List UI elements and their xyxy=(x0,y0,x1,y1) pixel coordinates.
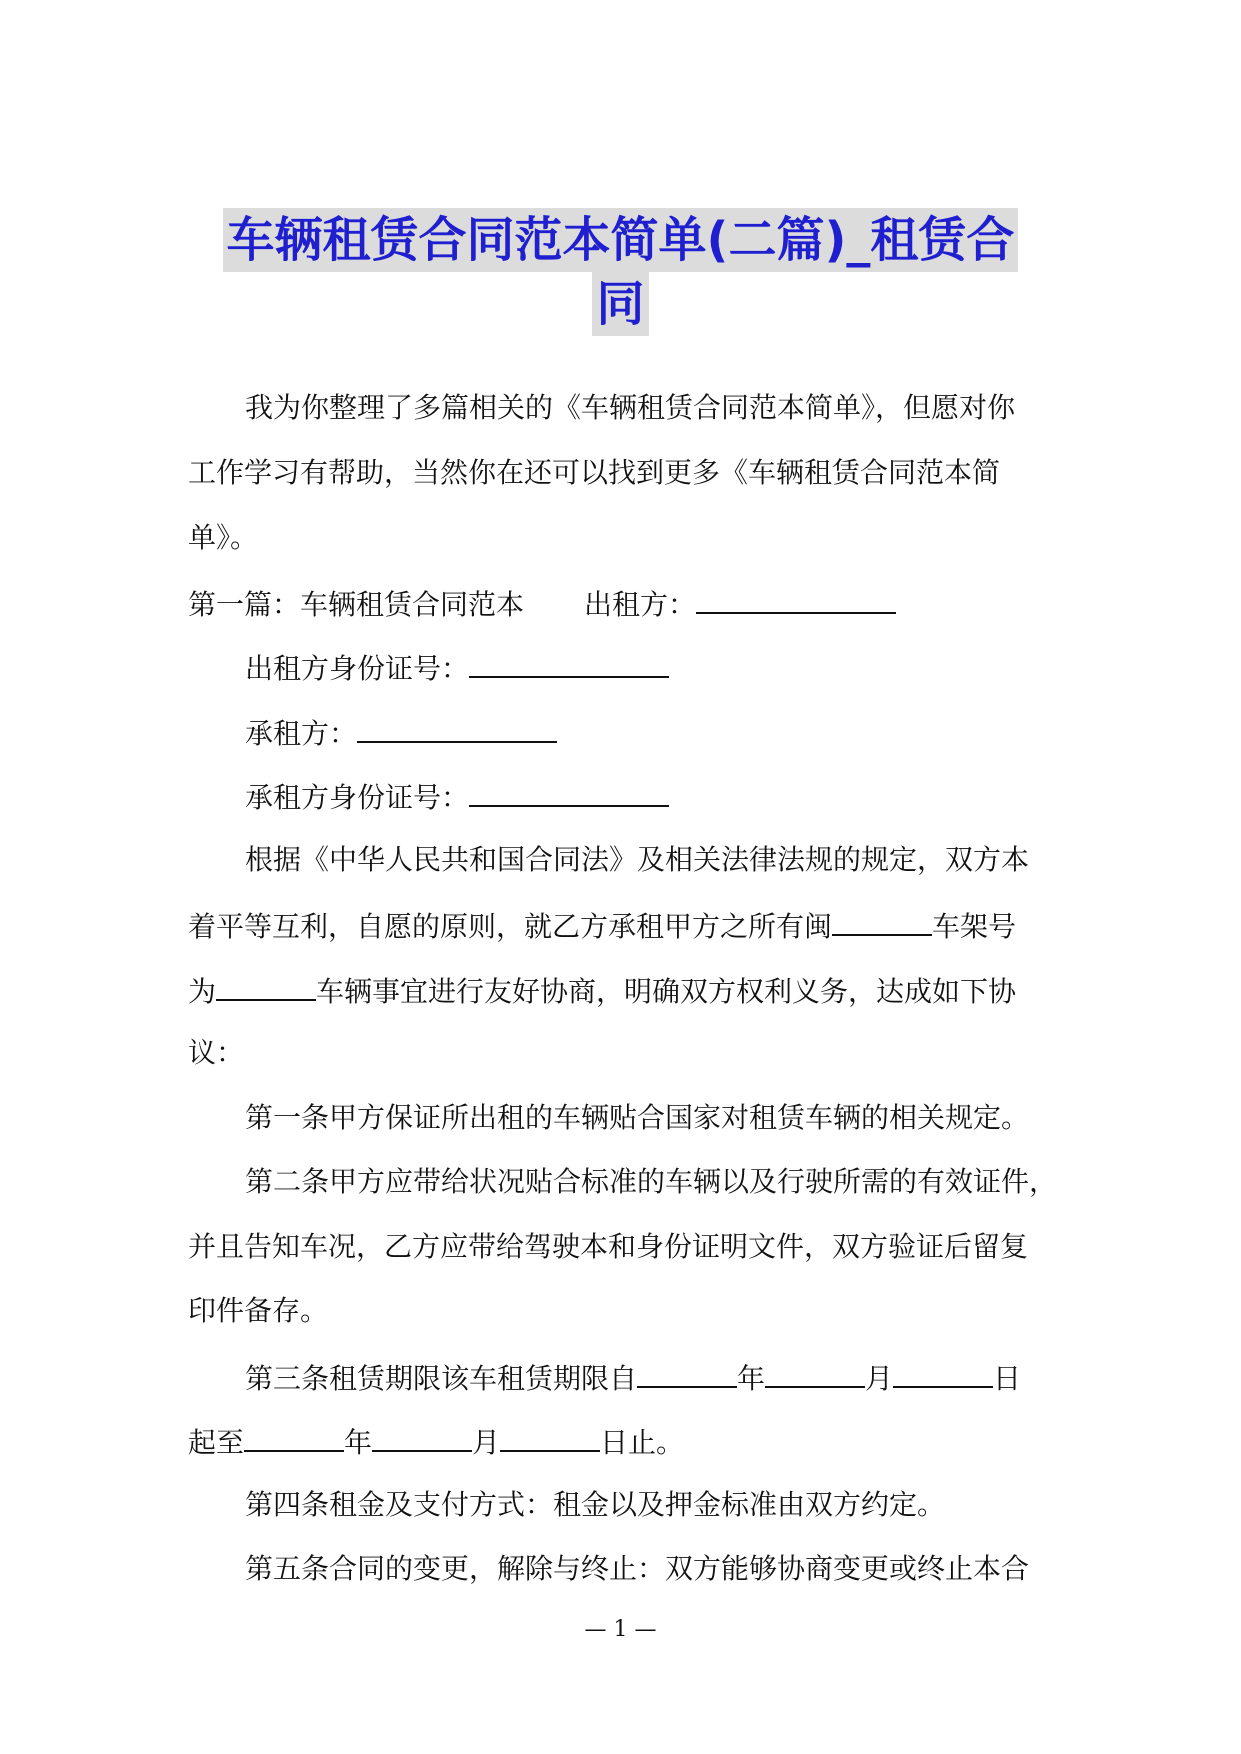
lessee-label: 承租方： xyxy=(245,717,358,750)
lessor-label: 出租方： xyxy=(584,588,697,621)
lessor-id-line xyxy=(245,646,669,689)
intro-line-1: 我为你整理了多篇相关的《车辆租赁合同范本简单》，但愿对你 xyxy=(245,391,1016,424)
frame-blank xyxy=(216,969,316,1001)
section-1-heading: 第一篇：车辆租赁合同范本 xyxy=(188,588,525,621)
basis-line-1: 根据《中华人民共和国合同法》及相关法律法规的规定，双方本 xyxy=(245,843,1030,876)
section-1-line xyxy=(188,582,896,625)
article-3-text: 第三条租赁期限该车租赁期限自 xyxy=(245,1362,638,1395)
article-5: 第五条合同的变更，解除与终止：双方能够协商变更或终止本合 xyxy=(245,1552,1030,1585)
lessee-id-label: 承租方身份证号： xyxy=(245,781,470,814)
document-title xyxy=(0,208,1241,336)
plate-blank xyxy=(832,904,932,936)
article-3-line-2 xyxy=(188,1420,684,1463)
lessor-blank xyxy=(696,582,896,614)
day-end-label: 日止。 xyxy=(600,1426,685,1459)
month-label: 月 xyxy=(865,1362,894,1395)
month-label: 月 xyxy=(472,1426,501,1459)
start-year-blank xyxy=(637,1356,737,1388)
start-day-blank xyxy=(893,1356,993,1388)
basis-text: 车辆事宜进行友好协商，明确双方权利义务，达成如下协 xyxy=(316,975,1017,1008)
basis-line-4: 议： xyxy=(188,1036,245,1069)
article-2-line-2: 并且告知车况，乙方应带给驾驶本和身份证明文件，双方验证后留复 xyxy=(188,1230,1029,1263)
year-label: 年 xyxy=(737,1362,766,1395)
start-month-blank xyxy=(765,1356,865,1388)
basis-line-2 xyxy=(188,904,1016,947)
lessor-id-label: 出租方身份证号： xyxy=(245,652,470,685)
lessor-id-blank xyxy=(469,646,669,678)
year-label: 年 xyxy=(344,1426,373,1459)
article-1: 第一条甲方保证所出租的车辆贴合国家对租赁车辆的相关规定。 xyxy=(245,1101,1030,1134)
article-3-text: 起至 xyxy=(188,1426,245,1459)
intro-line-3: 单》。 xyxy=(188,521,259,554)
basis-text: 为 xyxy=(188,975,217,1008)
day-label: 日 xyxy=(993,1362,1022,1395)
frame-label: 车架号 xyxy=(932,910,1017,943)
intro-line-2: 工作学习有帮助，当然你在还可以找到更多《车辆租赁合同范本简 xyxy=(188,456,1001,489)
basis-line-3 xyxy=(188,969,1016,1012)
article-3-line-1 xyxy=(245,1356,1021,1399)
lessee-id-line xyxy=(245,775,669,818)
title-line-2: 同 xyxy=(592,272,648,336)
article-4: 第四条租金及支付方式：租金以及押金标准由双方约定。 xyxy=(245,1488,946,1521)
lessee-blank xyxy=(357,711,557,743)
end-day-blank xyxy=(500,1420,600,1452)
end-year-blank xyxy=(244,1420,344,1452)
lessee-id-blank xyxy=(469,775,669,807)
title-line-1: 车辆租赁合同范本简单(二篇)_租赁合 xyxy=(223,208,1019,272)
basis-text: 着平等互利，自愿的原则，就乙方承租甲方之所有闽 xyxy=(188,910,833,943)
article-2-line-1: 第二条甲方应带给状况贴合标准的车辆以及行驶所需的有效证件， xyxy=(245,1165,1058,1198)
lessee-line xyxy=(245,711,557,754)
article-2-line-3: 印件备存。 xyxy=(188,1294,329,1327)
end-month-blank xyxy=(372,1420,472,1452)
page-number: — 1 — xyxy=(584,1617,657,1642)
